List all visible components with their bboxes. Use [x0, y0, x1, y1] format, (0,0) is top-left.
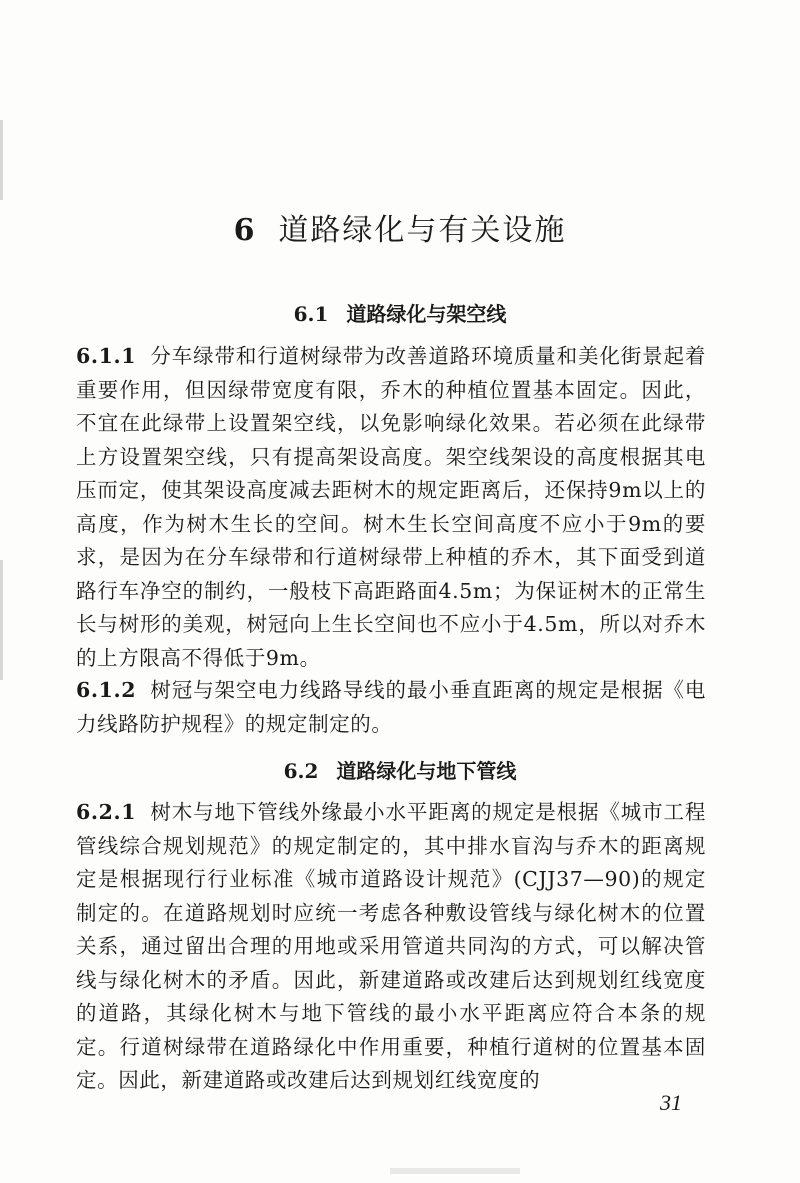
section-title-text: 道路绿化与地下管线 — [336, 759, 517, 783]
paragraph-6-1-1 — [76, 340, 706, 675]
chapter-title — [0, 205, 800, 249]
scan-edge-mark — [0, 120, 3, 200]
scan-smudge — [390, 1168, 520, 1174]
page-number: 31 — [660, 1090, 682, 1115]
section-title-6-2 — [0, 755, 800, 784]
paragraph-text: 树木与地下管线外缘最小水平距离的规定是根据《城市工程管线综合规划规范》的规定制定的，其中排水盲沟与乔木的距离规定是根据现行行业标准《城市道路设计规范》(CJJ37—90)的规定制定的。在道路规划时应统一考虑各种敷设管线与绿化树木的位置关系，通过留出合理的用地或采用管道共同沟的方式，可以解决管线与绿化树木的矛盾。因此，新建道路或改建后达到规划红线宽度的道路，其绿化树木与地下管线的最小水平距离应符合本条的规定。行道树绿带在道路绿化中作用重要，种植行道树的位置基本固定。因此，新建道路或改建后达到规划红线宽度的 — [76, 800, 706, 1092]
clause-label: 6.1.2 — [76, 678, 137, 702]
paragraph-text: 分车绿带和行道树绿带为改善道路环境质量和美化街景起着重要作用，但因绿带宽度有限，乔木的种植位置基本固定。因此，不宜在此绿带上设置架空线，以免影响绿化效果。若必须在此绿带上方设置架空线，只有提高架设高度。架空线架设的高度根据其电压而定，使其架设高度减去距树木的规定距离后，还保持9m以上的高度，作为树木生长的空间。树木生长空间高度不应小于9m的要求，是因为在分车绿带和行道树绿带上种植的乔木，其下面受到道路行车净空的制约，一般枝下高距路面4.5m；为保证树木的正常生长与树形的美观，树冠向上生长空间也不应小于4.5m，所以对乔木的上方限高不得低于9m。 — [76, 344, 706, 670]
paragraph-6-2-1 — [76, 796, 706, 1098]
scan-edge-mark — [0, 560, 3, 680]
paragraph-6-1-2 — [76, 674, 706, 741]
section-title-6-1 — [0, 298, 800, 327]
clause-label: 6.1.1 — [76, 344, 137, 368]
chapter-number: 6 — [233, 213, 257, 248]
clause-label: 6.2.1 — [76, 800, 137, 824]
section-number: 6.2 — [283, 759, 319, 783]
paragraph-text: 树冠与架空电力线路导线的最小垂直距离的规定是根据《电力线路防护规程》的规定制定的。 — [76, 678, 706, 736]
chapter-title-text: 道路绿化与有关设施 — [278, 213, 567, 248]
section-title-text: 道路绿化与架空线 — [346, 302, 507, 326]
section-number: 6.1 — [293, 302, 329, 326]
